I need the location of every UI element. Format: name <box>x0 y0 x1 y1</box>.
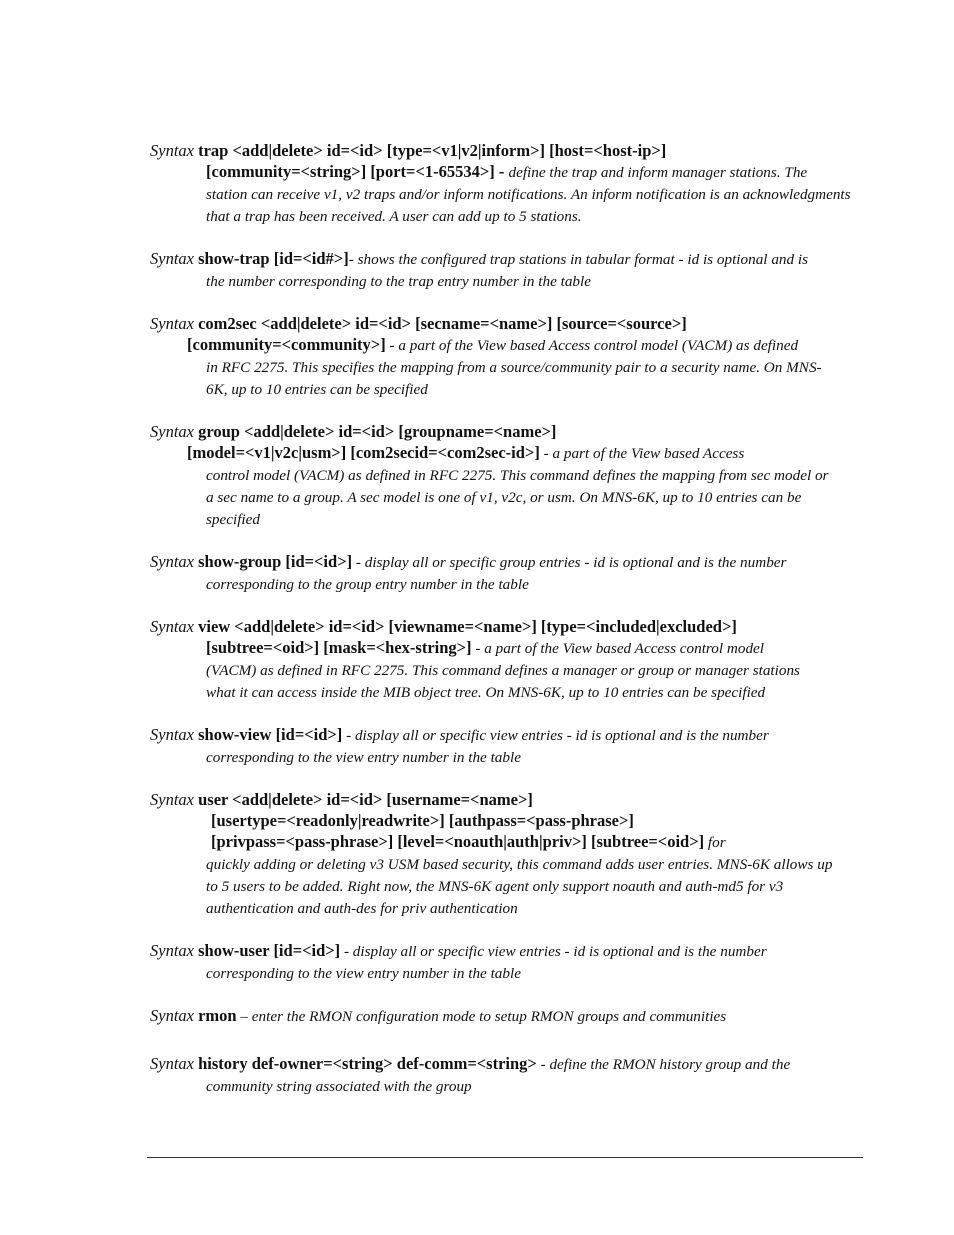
entry-line <box>150 508 864 530</box>
entry-line <box>150 378 864 400</box>
syntax-entry-show-user <box>150 940 864 984</box>
syntax-entry-show-trap <box>150 248 864 292</box>
entry-line <box>150 551 864 573</box>
command-text: history def-owner=<string> def-comm=<string> <box>198 1054 537 1073</box>
description-text: a sec name to a group. A sec model is one of v1, v2c, or usm. On MNS-6K, up to 10 entries can be <box>206 489 802 506</box>
command-text: view <add|delete> id=<id> [viewname=<name>] [type=<included|excluded>] <box>198 617 737 636</box>
entry-line <box>150 464 864 486</box>
command-text: trap <add|delete> id=<id> [type=<v1|v2|inform>] [host=<host-ip>] <box>198 141 667 160</box>
entry-line <box>150 1005 864 1027</box>
syntax-label: Syntax <box>150 422 194 441</box>
description-text: specified <box>206 511 260 528</box>
syntax-entry-view <box>150 616 864 703</box>
command-text: show-view [id=<id>] <box>198 725 343 744</box>
entry-line <box>150 573 864 595</box>
description-text: - shows the configured trap stations in tabular format - id is optional and is <box>348 251 809 268</box>
entry-line <box>150 853 864 875</box>
syntax-label: Syntax <box>150 941 194 960</box>
entry-line <box>150 616 864 637</box>
entry-line <box>150 183 864 205</box>
entry-line <box>150 681 864 703</box>
command-text: [community=<string>] [port=<1-65534>] - <box>206 162 509 181</box>
command-text: show-user [id=<id>] <box>198 941 341 960</box>
entry-line <box>150 940 864 962</box>
syntax-label: Syntax <box>150 1054 194 1073</box>
description-text: for <box>704 834 726 851</box>
command-text: show-trap [id=<id#>] <box>198 249 349 268</box>
description-text: community string associated with the group <box>206 1078 472 1095</box>
description-text: corresponding to the view entry number in the table <box>206 749 521 766</box>
entry-line <box>150 161 864 183</box>
entry-line <box>150 810 864 831</box>
description-text: - display all or specific view entries - id is optional and is the number <box>342 727 769 744</box>
description-text: the number corresponding to the trap entry number in the table <box>206 273 591 290</box>
entry-line <box>150 486 864 508</box>
command-text: rmon <box>198 1006 237 1025</box>
command-text: [model=<v1|v2c|usm>] [com2secid=<com2sec-id>] <box>187 443 540 462</box>
entry-line <box>150 270 864 292</box>
description-text: control model (VACM) as defined in RFC 2275. This command defines the mapping from sec model or <box>206 467 829 484</box>
description-text: to 5 users to be added. Right now, the MNS-6K agent only support noauth and auth-md5 for v3 <box>206 878 784 895</box>
description-text: quickly adding or deleting v3 USM based security, this command adds user entries. MNS-6K allows up <box>206 856 833 873</box>
description-text: - a part of the View based Access control model <box>471 640 765 657</box>
entry-line <box>150 140 864 161</box>
syntax-label: Syntax <box>150 249 194 268</box>
entry-line <box>150 1075 864 1097</box>
entry-line <box>150 313 864 334</box>
entry-line <box>150 637 864 659</box>
description-text: - display all or specific group entries - id is optional and is the number <box>352 554 787 571</box>
description-text: (VACM) as defined in RFC 2275. This command defines a manager or group or manager stations <box>206 662 800 679</box>
description-text: in RFC 2275. This specifies the mapping from a source/community pair to a security name. On MNS- <box>206 359 822 376</box>
syntax-entry-history <box>150 1053 864 1097</box>
entry-line <box>150 248 864 270</box>
command-text: [community=<community>] <box>187 335 386 354</box>
footer-divider <box>147 1157 863 1158</box>
entry-line <box>150 875 864 897</box>
syntax-label: Syntax <box>150 790 194 809</box>
entry-line <box>150 334 864 356</box>
command-text: [privpass=<pass-phrase>] [level=<noauth|auth|priv>] [subtree=<oid>] <box>211 832 705 851</box>
syntax-entry-show-view <box>150 724 864 768</box>
syntax-entry-show-group <box>150 551 864 595</box>
description-text: - display all or specific view entries - id is optional and is the number <box>340 943 767 960</box>
command-text: [usertype=<readonly|readwrite>] [authpass=<pass-phrase>] <box>211 811 634 830</box>
syntax-label: Syntax <box>150 552 194 571</box>
description-text: - a part of the View based Access <box>539 445 745 462</box>
syntax-label: Syntax <box>150 617 194 636</box>
command-text: user <add|delete> id=<id> [username=<name>] <box>198 790 533 809</box>
command-text: show-group [id=<id>] <box>198 552 353 571</box>
syntax-label: Syntax <box>150 314 194 333</box>
entry-line <box>150 962 864 984</box>
description-text: that a trap has been received. A user can add up to 5 stations. <box>206 208 582 225</box>
entry-line <box>150 724 864 746</box>
syntax-entry-group <box>150 421 864 530</box>
entry-line <box>150 205 864 227</box>
description-text: - a part of the View based Access control model (VACM) as defined <box>385 337 799 354</box>
description-text: authentication and auth-des for priv authentication <box>206 900 518 917</box>
syntax-entry-user <box>150 789 864 919</box>
entry-line <box>150 831 864 853</box>
syntax-label: Syntax <box>150 141 194 160</box>
syntax-label: Syntax <box>150 725 194 744</box>
document-body <box>150 140 864 1118</box>
entry-line <box>150 789 864 810</box>
description-text: corresponding to the group entry number in the table <box>206 576 529 593</box>
syntax-label: Syntax <box>150 1006 194 1025</box>
command-text: [subtree=<oid>] [mask=<hex-string>] <box>206 638 472 657</box>
entry-line <box>150 356 864 378</box>
entry-line <box>150 421 864 442</box>
entry-line <box>150 897 864 919</box>
description-text: define the trap and inform manager stations. The <box>508 164 808 181</box>
description-text: station can receive v1, v2 traps and/or inform notifications. An inform notification is an acknowledgments <box>206 186 851 203</box>
description-text: corresponding to the view entry number in the table <box>206 965 521 982</box>
entry-line <box>150 659 864 681</box>
syntax-entry-rmon <box>150 1005 864 1027</box>
description-text: – enter the RMON configuration mode to setup RMON groups and communities <box>236 1008 727 1025</box>
syntax-entry-com2sec <box>150 313 864 400</box>
syntax-entry-trap <box>150 140 864 227</box>
description-text: 6K, up to 10 entries can be specified <box>206 381 428 398</box>
command-text: group <add|delete> id=<id> [groupname=<name>] <box>198 422 557 441</box>
description-text: - define the RMON history group and the <box>536 1056 791 1073</box>
command-text: com2sec <add|delete> id=<id> [secname=<name>] [source=<source>] <box>198 314 687 333</box>
description-text: what it can access inside the MIB object tree. On MNS-6K, up to 10 entries can be specified <box>206 684 766 701</box>
entry-line <box>150 442 864 464</box>
entry-line <box>150 746 864 768</box>
entry-line <box>150 1053 864 1075</box>
